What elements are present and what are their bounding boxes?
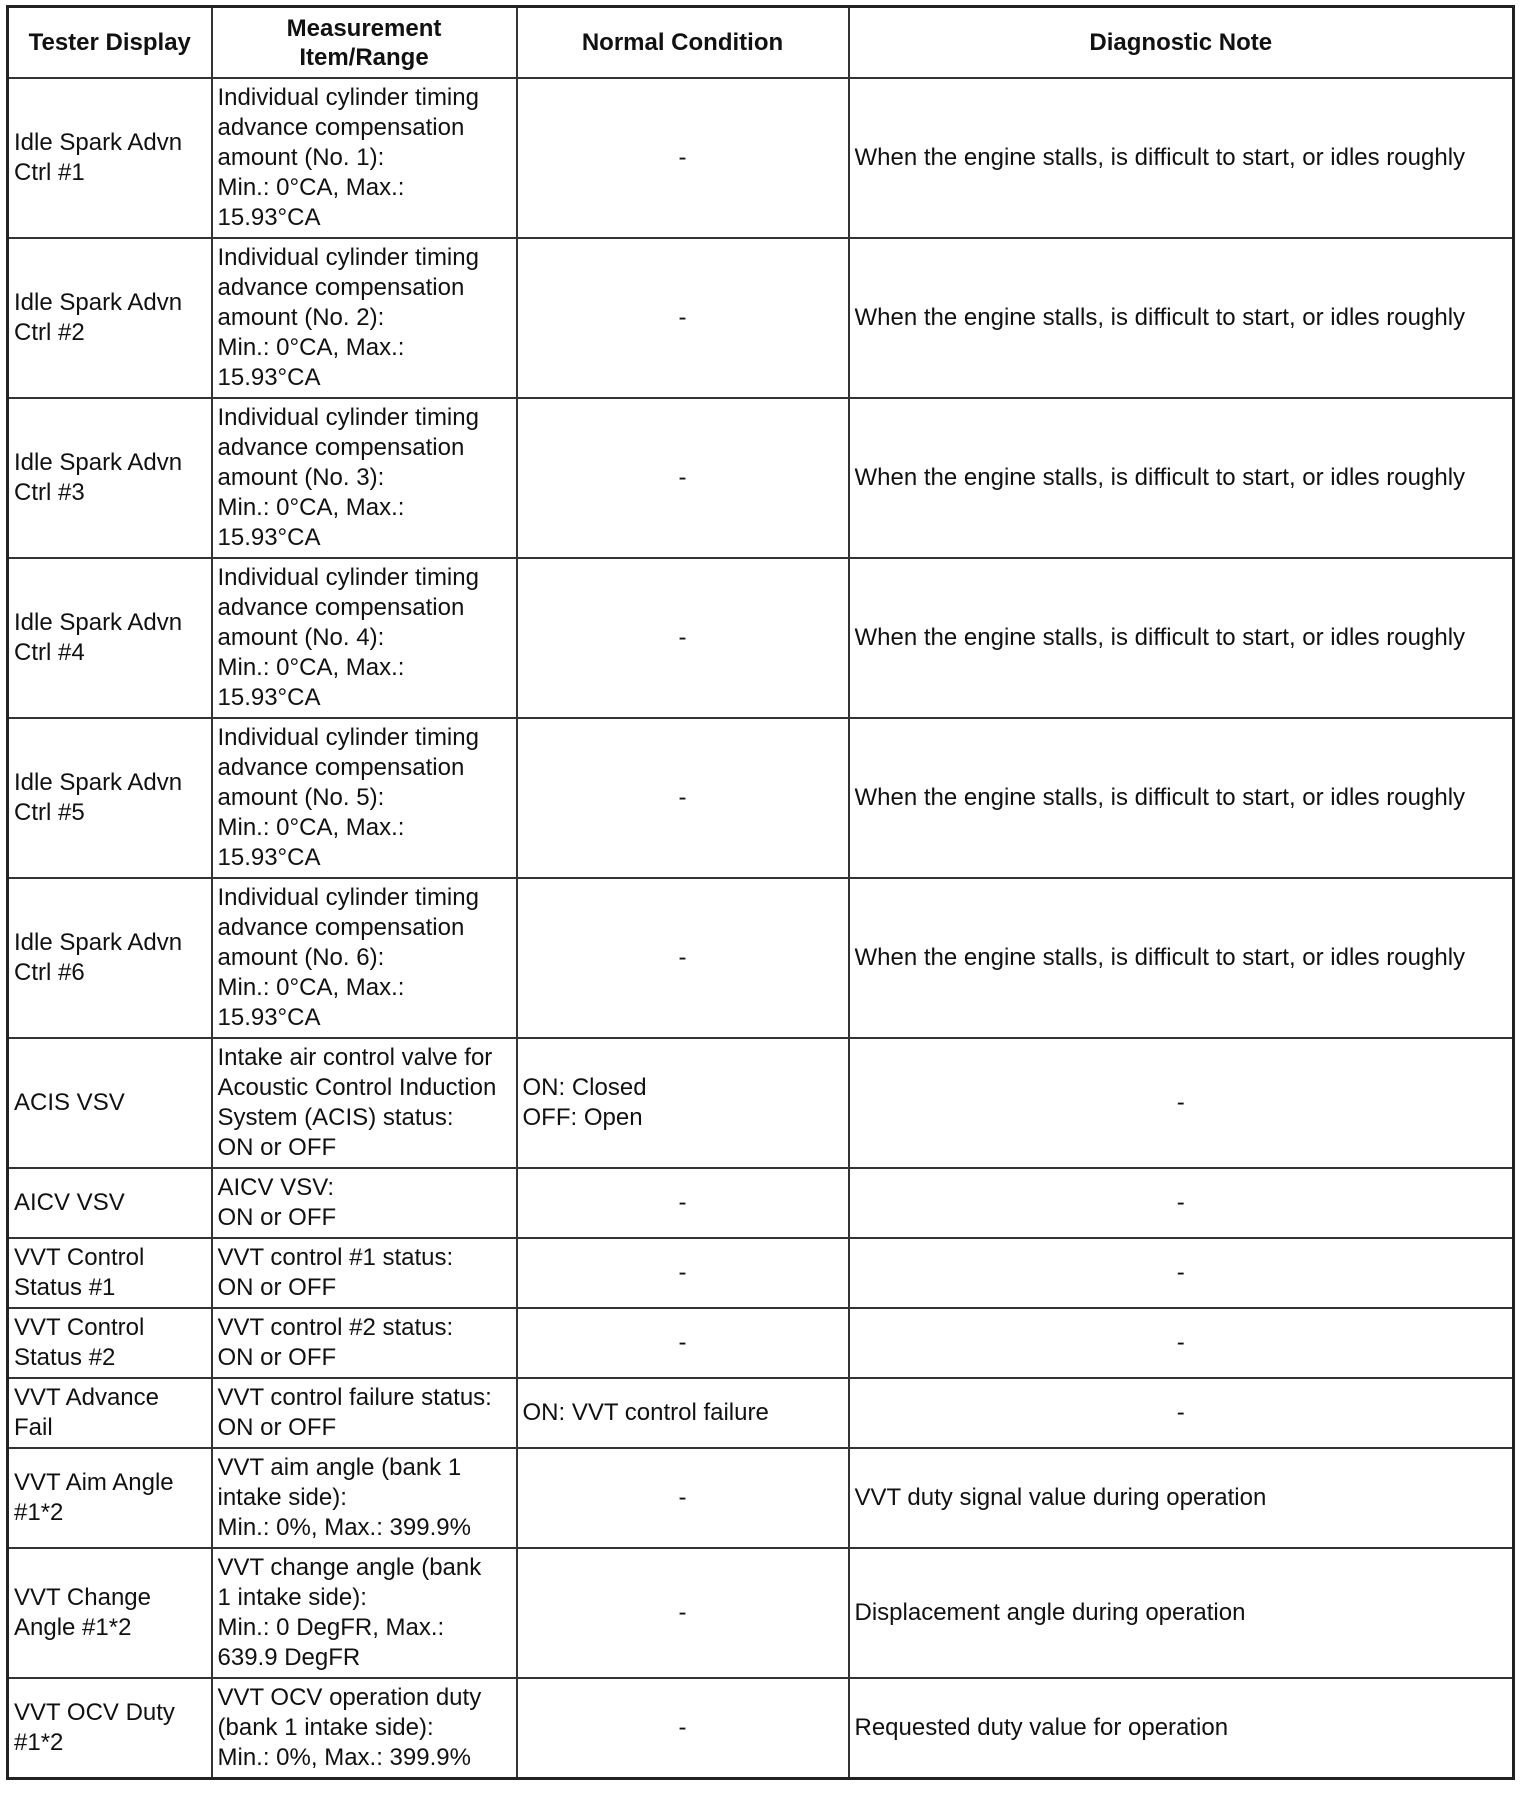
normal-condition-cell: -	[517, 1308, 849, 1378]
table-row	[8, 1238, 1514, 1308]
measurement-item-cell: VVT control #2 status: ON or OFF	[212, 1308, 517, 1378]
diagnostic-note-cell: When the engine stalls, is difficult to start, or idles roughly	[849, 238, 1514, 398]
table-row	[8, 718, 1514, 878]
table-row	[8, 78, 1514, 238]
normal-condition-cell: -	[517, 238, 849, 398]
diagnostic-note-cell: VVT duty signal value during operation	[849, 1448, 1514, 1548]
diagnostic-note-cell: -	[849, 1308, 1514, 1378]
diagnostic-note-cell: When the engine stalls, is difficult to start, or idles roughly	[849, 558, 1514, 718]
header-row	[8, 7, 1514, 79]
measurement-item-cell: VVT control #1 status: ON or OFF	[212, 1238, 517, 1308]
table-row	[8, 878, 1514, 1038]
measurement-item-cell: Individual cylinder timing advance compensation amount (No. 5): Min.: 0°CA, Max.: 15.93°CA	[212, 718, 517, 878]
measurement-item-cell: Individual cylinder timing advance compensation amount (No. 2): Min.: 0°CA, Max.: 15.93°CA	[212, 238, 517, 398]
diagnostic-note-cell: Requested duty value for operation	[849, 1678, 1514, 1779]
normal-condition-cell: -	[517, 718, 849, 878]
measurement-item-cell: VVT change angle (bank 1 intake side): Min.: 0 DegFR, Max.: 639.9 DegFR	[212, 1548, 517, 1678]
tester-display-cell: Idle Spark Advn Ctrl #2	[8, 238, 212, 398]
normal-condition-cell: -	[517, 558, 849, 718]
normal-condition-cell: -	[517, 1678, 849, 1779]
diagnostic-note-cell: When the engine stalls, is difficult to start, or idles roughly	[849, 718, 1514, 878]
tester-display-cell: Idle Spark Advn Ctrl #3	[8, 398, 212, 558]
tester-display-cell: Idle Spark Advn Ctrl #1	[8, 78, 212, 238]
measurement-item-cell: AICV VSV: ON or OFF	[212, 1168, 517, 1238]
table-row	[8, 558, 1514, 718]
measurement-item-cell: VVT control failure status: ON or OFF	[212, 1378, 517, 1448]
diagnostic-note-cell: -	[849, 1168, 1514, 1238]
measurement-item-cell: VVT aim angle (bank 1 intake side): Min.: 0%, Max.: 399.9%	[212, 1448, 517, 1548]
measurement-item-cell: Individual cylinder timing advance compensation amount (No. 6): Min.: 0°CA, Max.: 15.93°CA	[212, 878, 517, 1038]
diagnostic-note-cell: -	[849, 1038, 1514, 1168]
normal-condition-cell: -	[517, 878, 849, 1038]
table-row	[8, 238, 1514, 398]
measurement-item-cell: VVT OCV operation duty (bank 1 intake side): Min.: 0%, Max.: 399.9%	[212, 1678, 517, 1779]
diagnostic-note-cell: -	[849, 1378, 1514, 1448]
normal-condition-cell: -	[517, 1238, 849, 1308]
header-diagnostic-note: Diagnostic Note	[849, 7, 1514, 79]
measurement-item-cell: Individual cylinder timing advance compensation amount (No. 3): Min.: 0°CA, Max.: 15.93°CA	[212, 398, 517, 558]
diagnostic-note-cell: When the engine stalls, is difficult to start, or idles roughly	[849, 398, 1514, 558]
tester-display-cell: VVT Control Status #1	[8, 1238, 212, 1308]
header-tester-display: Tester Display	[8, 7, 212, 79]
normal-condition-cell: ON: VVT control failure	[517, 1378, 849, 1448]
table-row	[8, 1168, 1514, 1238]
measurement-item-cell: Individual cylinder timing advance compensation amount (No. 1): Min.: 0°CA, Max.: 15.93°CA	[212, 78, 517, 238]
tester-display-cell: Idle Spark Advn Ctrl #4	[8, 558, 212, 718]
tester-display-cell: ACIS VSV	[8, 1038, 212, 1168]
diagnostic-note-cell: Displacement angle during operation	[849, 1548, 1514, 1678]
diagnostic-note-cell: -	[849, 1238, 1514, 1308]
normal-condition-cell: -	[517, 1168, 849, 1238]
tester-display-cell: Idle Spark Advn Ctrl #6	[8, 878, 212, 1038]
normal-condition-cell: -	[517, 398, 849, 558]
diagnostic-note-cell: When the engine stalls, is difficult to start, or idles roughly	[849, 878, 1514, 1038]
tester-display-cell: VVT Control Status #2	[8, 1308, 212, 1378]
tester-display-cell: VVT Aim Angle #1*2	[8, 1448, 212, 1548]
tester-display-cell: VVT Change Angle #1*2	[8, 1548, 212, 1678]
data-list-table	[6, 5, 1515, 1780]
table-row	[8, 398, 1514, 558]
normal-condition-cell: -	[517, 78, 849, 238]
normal-condition-cell: ON: Closed OFF: Open	[517, 1038, 849, 1168]
normal-condition-cell: -	[517, 1548, 849, 1678]
table-row	[8, 1448, 1514, 1548]
tester-display-cell: AICV VSV	[8, 1168, 212, 1238]
header-normal-condition: Normal Condition	[517, 7, 849, 79]
table-row	[8, 1378, 1514, 1448]
table-row	[8, 1038, 1514, 1168]
diagnostic-note-cell: When the engine stalls, is difficult to start, or idles roughly	[849, 78, 1514, 238]
tester-display-cell: Idle Spark Advn Ctrl #5	[8, 718, 212, 878]
tester-display-cell: VVT Advance Fail	[8, 1378, 212, 1448]
header-measurement-item-range: Measurement Item/Range	[212, 7, 517, 79]
normal-condition-cell: -	[517, 1448, 849, 1548]
table-row	[8, 1548, 1514, 1678]
tester-display-cell: VVT OCV Duty #1*2	[8, 1678, 212, 1779]
table-row	[8, 1678, 1514, 1779]
table-row	[8, 1308, 1514, 1378]
measurement-item-cell: Individual cylinder timing advance compensation amount (No. 4): Min.: 0°CA, Max.: 15.93°CA	[212, 558, 517, 718]
measurement-item-cell: Intake air control valve for Acoustic Control Induction System (ACIS) status: ON or OFF	[212, 1038, 517, 1168]
